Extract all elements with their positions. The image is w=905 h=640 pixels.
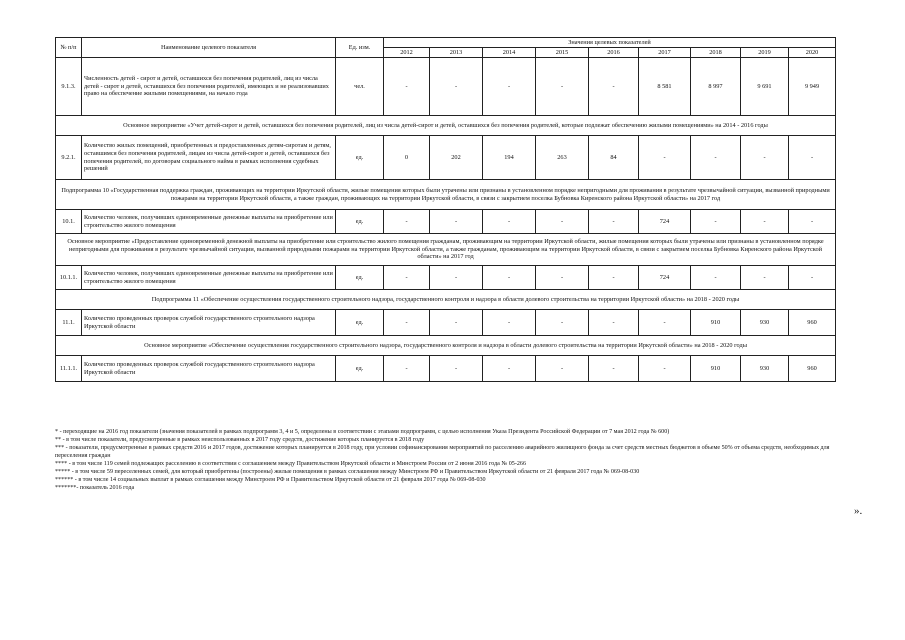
value-cell: 8 581 <box>639 58 691 116</box>
row-number: 10.1. <box>56 210 82 234</box>
value-cell: 960 <box>789 356 836 382</box>
unit-cell: ед. <box>336 266 384 290</box>
value-cell: - <box>384 310 430 336</box>
section-title: Основное мероприятие «Учет детей-сирот и детей, оставшихся без попечения родителей, лиц из числа детей-сирот и детей, оставшихся без попечения родителей, которые подлежат обеспечению жилыми помещениями» на 2014 - 2016 годы <box>56 116 836 136</box>
row-number: 11.1.1. <box>56 356 82 382</box>
value-cell: - <box>741 136 789 180</box>
value-cell: - <box>789 136 836 180</box>
value-cell: - <box>483 266 536 290</box>
section-row <box>56 234 836 266</box>
year-header: 2012 <box>384 48 430 58</box>
value-cell: - <box>384 266 430 290</box>
year-header: 2013 <box>430 48 483 58</box>
value-cell: - <box>589 58 639 116</box>
section-title: Подпрограмма 11 «Обеспечение осуществления государственного строительного надзора, государственного контроля и надзора в области долевого строительства на территории Иркутской области» на 2018 - 2020 годы <box>56 290 836 310</box>
value-cell: 930 <box>741 356 789 382</box>
table-row <box>56 58 836 116</box>
value-cell: - <box>483 310 536 336</box>
value-cell: - <box>384 58 430 116</box>
year-header: 2019 <box>741 48 789 58</box>
footnote: *******- показатель 2016 года <box>55 485 135 492</box>
row-number: 11.1. <box>56 310 82 336</box>
value-cell: - <box>536 210 589 234</box>
value-cell: - <box>639 356 691 382</box>
value-cell: - <box>589 310 639 336</box>
footnote: ***** - в том числе 59 переселенных семей, для который приобретены (построены) жилые помещения в рамках соглашения между Минстроем РФ и Правительством Иркутской области от 21 февраля 2017 года № 069-08-030 <box>55 469 640 476</box>
unit-cell: ед. <box>336 210 384 234</box>
footnote: *** - показатели, предусмотренные в рамках средств 2016 и 2017 годов, достижение которых планируется в 2018 году, при условии софинансирования мероприятий по расселению аварийного жилищного фонда за счет средств местных бюджетов в объеме 50% от объема средств, необходимых для переселения граждан <box>55 445 830 460</box>
year-header: 2014 <box>483 48 536 58</box>
value-cell: - <box>691 266 741 290</box>
col-num-header: № п/п <box>56 38 82 58</box>
col-unit-header: Ед. изм. <box>336 38 384 58</box>
footnote: **** - в том числе 119 семей подлежащих расселению в соответствии с соглашением между Правительством Иркутской области и Минстроем России от 2 июня 2016 года № 05-266 <box>55 461 527 468</box>
value-cell: - <box>536 310 589 336</box>
year-header: 2017 <box>639 48 691 58</box>
value-cell: 8 997 <box>691 58 741 116</box>
value-cell: - <box>430 310 483 336</box>
table-body <box>56 58 836 382</box>
table-row <box>56 310 836 336</box>
value-cell: - <box>536 266 589 290</box>
value-cell: 724 <box>639 210 691 234</box>
table-row <box>56 266 836 290</box>
value-cell: - <box>741 210 789 234</box>
value-cell: 9 691 <box>741 58 789 116</box>
year-header: 2018 <box>691 48 741 58</box>
table-row <box>56 356 836 382</box>
col-values-header: Значения целевых показателей <box>384 38 836 48</box>
col-name-header: Наименование целевого показателя <box>82 38 336 58</box>
indicator-name: Количество проведенных проверок службой государственного строительного надзора Иркутской области <box>82 356 336 382</box>
value-cell: - <box>741 266 789 290</box>
table-header <box>56 38 836 58</box>
year-header: 2016 <box>589 48 639 58</box>
value-cell: - <box>483 210 536 234</box>
value-cell: 263 <box>536 136 589 180</box>
value-cell: - <box>789 266 836 290</box>
row-number: 9.2.1. <box>56 136 82 180</box>
footnote: * - переходящие на 2016 год показатели (значения показателей в рамках подпрограмм 3, 4 и 5, определены в соответствии с этапами подпрограмм, с целью исполнения Указа Президента Российской Федерации от 7 мая 2012 года № 600) <box>55 429 670 435</box>
unit-cell: ед. <box>336 310 384 336</box>
section-title: Основное мероприятие «Предоставление единовременной денежной выплаты на приобретение или строительство жилого помещения гражданам, проживающим на территории Иркутской области, жилые помещения которых были утрачены или признаны в установленном порядке непригодными для проживания в результате чрезвычайной ситуации, вызванной природными пожарами на территории Иркутской области, а также гражданам, проживающим на территории Иркутской области, в связи с закрытием поселка Бубновка Киренского района Иркутской области» на 2017 год <box>56 234 836 266</box>
value-cell: - <box>483 356 536 382</box>
indicator-name: Численность детей - сирот и детей, оставшихся без попечения родителей, лиц из числа детей - сирот и детей, оставшихся без попечения родителей, имеющих и не реализовавших право на обеспечение жилыми помещениями, на начало года <box>82 58 336 116</box>
value-cell: - <box>589 356 639 382</box>
indicators-table <box>55 37 836 382</box>
footnotes <box>55 428 845 492</box>
value-cell: 930 <box>741 310 789 336</box>
footnote: ** - в том числе показатели, предусмотренные в рамках неиспользованных в 2017 году средств, достижение которых планируется в 2018 году <box>55 437 425 444</box>
value-cell: - <box>589 210 639 234</box>
unit-cell: ед. <box>336 136 384 180</box>
indicator-name: Количество жилых помещений, приобретенных и предоставленных детям-сиротам и детям, оставшимся без попечения родителей, лицам из числа детей-сирот и детей, оставшихся без попечения родителей, по договорам социального найма в рамках исполнения судебных решений <box>82 136 336 180</box>
footnote: ****** - в том числе 14 социальных выплат в рамках соглашения между Минстроем РФ и Правительством Иркутской области от 21 февраля 2017 года № 069-08-030 <box>55 477 486 484</box>
indicator-name: Количество человек, получивших единовременные денежные выплаты на приобретение или строительство жилого помещения <box>82 266 336 290</box>
table-row <box>56 136 836 180</box>
value-cell: - <box>430 58 483 116</box>
year-header: 2015 <box>536 48 589 58</box>
value-cell: - <box>430 356 483 382</box>
value-cell: - <box>589 266 639 290</box>
unit-cell: чел. <box>336 58 384 116</box>
value-cell: - <box>536 58 589 116</box>
indicator-name: Количество человек, получивших единовременные денежные выплаты на приобретение или строительство жилого помещения <box>82 210 336 234</box>
value-cell: 194 <box>483 136 536 180</box>
value-cell: 0 <box>384 136 430 180</box>
value-cell: - <box>430 210 483 234</box>
value-cell: 724 <box>639 266 691 290</box>
value-cell: 910 <box>691 310 741 336</box>
value-cell: - <box>384 356 430 382</box>
value-cell: 910 <box>691 356 741 382</box>
value-cell: - <box>536 356 589 382</box>
section-row <box>56 180 836 210</box>
table-row <box>56 210 836 234</box>
section-row <box>56 116 836 136</box>
closing-quote: ». <box>854 505 863 517</box>
indicator-name: Количество проведенных проверок службой государственного строительного надзора Иркутской области <box>82 310 336 336</box>
unit-cell: ед. <box>336 356 384 382</box>
section-row <box>56 290 836 310</box>
section-title: Подпрограмма 10 «Государственная поддержка граждан, проживающих на территории Иркутской области, жилые помещения которых были утрачены или признаны в установленном порядке непригодными для проживания в результате чрезвычайной ситуации, вызванной природными пожарами на территории Иркутской области, а также граждан, проживающих на территории Иркутской области, в связи с закрытием поселка Бубновка Киренского района Иркутской области» на 2017 год <box>56 180 836 210</box>
row-number: 9.1.3. <box>56 58 82 116</box>
row-number: 10.1.1. <box>56 266 82 290</box>
value-cell: - <box>691 136 741 180</box>
section-title: Основное мероприятие «Обеспечение осуществления государственного строительного надзора, государственного контроля и надзора в области долевого строительства на территории Иркутской области» на 2018 - 2020 годы <box>56 336 836 356</box>
value-cell: 202 <box>430 136 483 180</box>
section-row <box>56 336 836 356</box>
value-cell: - <box>789 210 836 234</box>
value-cell: 960 <box>789 310 836 336</box>
value-cell: - <box>691 210 741 234</box>
value-cell: - <box>384 210 430 234</box>
value-cell: - <box>639 310 691 336</box>
year-header: 2020 <box>789 48 836 58</box>
value-cell: 84 <box>589 136 639 180</box>
value-cell: 9 949 <box>789 58 836 116</box>
value-cell: - <box>430 266 483 290</box>
value-cell: - <box>483 58 536 116</box>
value-cell: - <box>639 136 691 180</box>
